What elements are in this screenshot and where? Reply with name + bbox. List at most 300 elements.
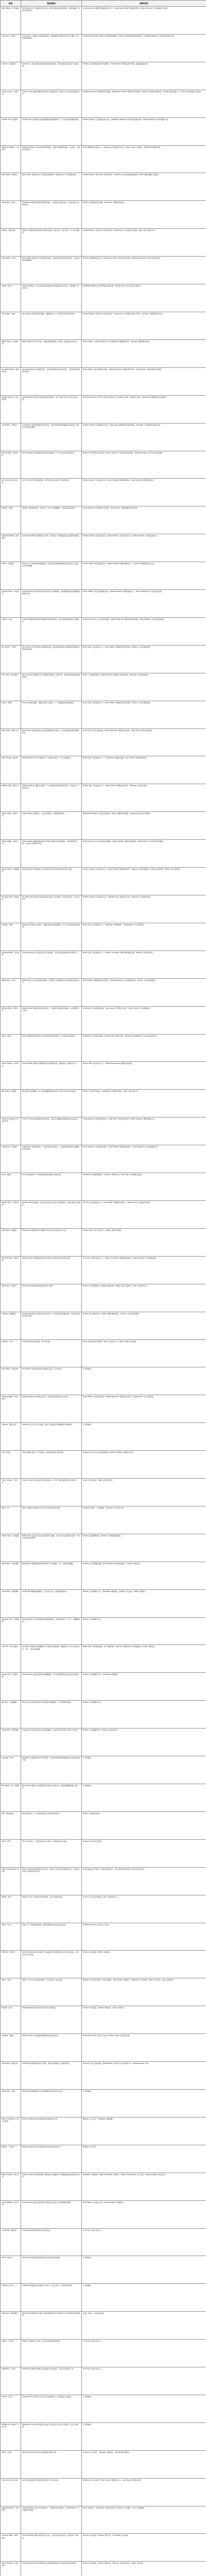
parameter-notes-cell: Square Size: 设定方块的大小。Relief: 调整凸现程度。 xyxy=(82,1228,206,1256)
filter-name-cell: Unsharp Mask（USM 锐化） xyxy=(1,2534,21,2562)
table-row xyxy=(1,2228,206,2256)
visual-description-cell: Sprayed Strokes 使用图像的主导色，用成角的、喷溅的颜色线条重新绘制图像。 xyxy=(21,534,82,562)
visual-description-cell: Film Grain 将平滑图案应用于阴影和中间色调，将更平滑、饱和度更高的图案添加到亮区。 xyxy=(21,673,82,701)
filter-name-cell: Lens Flare（镜头光晕） xyxy=(1,2478,21,2506)
parameter-notes-cell: Edge Thickness: 设定边缘线条的粗细。Edge Intensity: 调整边缘的强度。Posterization: 设定色调分离的程度。 xyxy=(82,840,206,868)
filter-name-cell: Average（平均） xyxy=(1,1756,21,1784)
filter-name-cell: Spherize（球面化） xyxy=(1,1951,21,1978)
column-header-parameters: 参数说明 xyxy=(82,1,206,7)
parameter-notes-cell: Detail: 控制保留的细节数量。Darkness: 调整暗部的浓度。 xyxy=(82,201,206,229)
table-row xyxy=(1,534,206,562)
parameter-notes-cell: Level: 设定色阶值。Edge: 选择边缘类型。 xyxy=(82,1479,206,1506)
parameter-notes-cell: Angle: 设定模糊的角度。Distance: 调整模糊的距离。 xyxy=(82,1534,206,1562)
visual-description-cell: Solarize 混合负片和正片图像，类似于显影过程中将摄影照片短暂曝光。 xyxy=(21,1423,82,1451)
visual-description-cell: Difference Clouds 使用随机生成的介于前景色与背景色之间的值，生成云彩图案。 xyxy=(21,2422,82,2450)
parameter-notes-cell: 无可调参数。 xyxy=(82,2395,206,2422)
table-row xyxy=(1,340,206,367)
parameter-notes-cell: Radius: 设定模糊的半径。Threshold: 调整阈值。 xyxy=(82,1673,206,1701)
visual-description-cell: Ripple 在选区上创建波状起伏的图案，像水池表面的波纹。 xyxy=(21,1895,82,1923)
filter-name-cell: Reduce Noise（减少杂色） xyxy=(1,2173,21,2200)
filter-name-cell: Smudge Stick（绘画涂抹） xyxy=(1,895,21,923)
table-row xyxy=(1,367,206,395)
parameter-notes-cell: Radius: 设定半径。 xyxy=(82,2145,206,2173)
table-row xyxy=(1,2506,206,2534)
table-row xyxy=(1,1228,206,1256)
visual-description-cell: Lens Flare 模拟亮光照射到相机镜头所产生的折射。 xyxy=(21,2478,82,2506)
visual-description-cell: Fresco 使用短而圆的、粗略轻涂的小块颜料，以一种粗糙的风格绘制图像。 xyxy=(21,701,82,728)
parameter-notes-cell: Density: 调整颗粒的密度。Foreground Level: 设定前景色的强度。Background Level: 设定背景色的强度。 xyxy=(82,257,206,284)
visual-description-cell: Spherize 通过将选区折成球形、扭曲图像以及伸展图像以适合选中的曲线，使对象具有 3D 效果。 xyxy=(21,1951,82,1978)
table-row xyxy=(1,1117,206,1145)
filter-name-cell: Emboss（浮雕效果） xyxy=(1,1312,21,1340)
table-row xyxy=(1,2395,206,2422)
filter-name-cell: Pointillize（点状化） xyxy=(1,2367,21,2395)
filter-name-cell: Displace（置换） xyxy=(1,2034,21,2062)
parameter-notes-cell: Undefined Areas: 设定未定义区域。 xyxy=(82,1923,206,1951)
visual-description-cell: Plastic Wrap 给图像涂上一层光亮的塑料，以强调表面细节。 xyxy=(21,812,82,840)
filter-name-cell: Neon Glow（霓虹灯光） xyxy=(1,728,21,756)
column-header-description: 视觉描述 xyxy=(21,1,82,7)
visual-description-cell: Mosaic 使像素结为方形块，给定块中的像素颜色相同。 xyxy=(21,2340,82,2367)
visual-description-cell: Reduce Noise 在基于影响整个图像或各个通道的用户设置保留边缘的同时减少杂色。 xyxy=(21,2173,82,2200)
visual-description-cell: Wave 工作方式与波纹滤镜相同，但可进行进一步的控制。 xyxy=(21,1978,82,2006)
parameter-notes-cell: Detail: 设定金属表面细节的丰富程度。Smoothness: 调整表面的平滑度，数值越高越光滑。 xyxy=(82,62,206,90)
filter-name-cell: Crosshatch（阴影线） xyxy=(1,423,21,451)
table-row xyxy=(1,2145,206,2173)
visual-description-cell: Surface Blur 在保留边缘的同时模糊图像，用于创建特殊效果并消除杂色或粒度。 xyxy=(21,1673,82,1701)
parameter-notes-cell: Stroke Width: 设定笔触的宽度。Stroke Pressure: 调整笔触的压力。Contrast: 调整图像的对比度。 xyxy=(82,562,206,590)
parameter-notes-cell: Grain: 设定颗粒的数量。Highlight Area: 调整高光区域的范围。Intensity: 设定效果的强度。 xyxy=(82,673,206,701)
parameter-notes-cell: Depth Map: 设定深度映射。Iris: 调整光圈。Specular Highlights: 设定镜面高光。Noise: 调整杂色。 xyxy=(82,1645,206,1673)
parameter-notes-cell: Rectangular to Polar: 平面坐标到极坐标。Polar to Rectangular: 极坐标到平面坐标。 xyxy=(82,1867,206,1895)
parameter-notes-cell: Style: 选择样式。Light Type: 选择光照类型。Intensity: 设定强度。Focus: 调整聚焦。 xyxy=(82,2506,206,2534)
visual-description-cell: Radial Blur 模拟缩放或旋转的相机所产生的模糊，产生一种柔化的模糊。 xyxy=(21,1562,82,1589)
visual-description-cell: Underpainting 在带纹理的背景上绘制图像，然后将最终图像绘制在该图像上。 xyxy=(21,951,82,978)
filter-name-cell: Torn Edges（撕边） xyxy=(1,312,21,340)
parameter-notes-cell: Angle: 设定旋转的角度。 xyxy=(82,1811,206,1839)
visual-description-cell: Gaussian Blur 使用可调整的量快速模糊选区，添加低频细节，并产生一种朦胧效果。 xyxy=(21,1617,82,1645)
table-row xyxy=(1,229,206,257)
table-row xyxy=(1,2256,206,2284)
filter-name-cell: Wind（风） xyxy=(1,1506,21,1534)
table-header-row xyxy=(1,1,206,7)
table-row xyxy=(1,1423,206,1451)
visual-description-cell: Colored Pencil 使用彩色铅笔在纯色背景上绘制图像，保留重要边缘并呈现粗糙的阴影线外观。 xyxy=(21,590,82,618)
visual-description-cell: Find Edges 用显著的转换标识图像的区域，并突出边缘。 xyxy=(21,1367,82,1395)
filter-name-cell: Watercolor（水彩） xyxy=(1,978,21,1006)
table-row xyxy=(1,312,206,340)
filter-name-cell: Ink Outlines（墨水轮廓） xyxy=(1,479,21,506)
filter-name-cell: Difference Clouds（分层云彩） xyxy=(1,2422,21,2450)
table-row xyxy=(1,1479,206,1506)
table-row xyxy=(1,1534,206,1562)
visual-description-cell: Palette Knife 减少图像中的细节，以生成描绘得很淡的画布效果，可以显示出下面的纹理。 xyxy=(21,784,82,812)
filter-name-cell: Ripple（波纹） xyxy=(1,1895,21,1923)
parameter-notes-cell: Variance: 设定差异。Strength: 调整强度。Randomize: 随机化。 xyxy=(82,2450,206,2478)
filter-name-cell: Find Edges（查找边缘） xyxy=(1,1367,21,1395)
visual-description-cell: Facet 使纯色或相近颜色的像素结成相近颜色的像素块。 xyxy=(21,2256,82,2284)
filter-name-cell: Craquelure（龟裂缝） xyxy=(1,1145,21,1173)
visual-description-cell: Mezzotint 将图像转换为黑白区域的随机图案或彩色图像中完全饱和颜色的随机图案。 xyxy=(21,2312,82,2340)
filter-name-cell: Wave（波浪） xyxy=(1,1978,21,2006)
visual-description-cell: Halftone Pattern 在保持连续色调的同时，模拟半调网屏的效果，生成网点、圆形或直线图案。 xyxy=(21,145,82,173)
filter-name-cell: Median（中间值） xyxy=(1,2145,21,2173)
table-row xyxy=(1,617,206,645)
table-row xyxy=(1,728,206,756)
visual-description-cell: Despeckle 检测图像的边缘并模糊那些边缘外的所有选区。 xyxy=(21,2089,82,2117)
filter-name-cell: Mezzotint（铜版雕刻） xyxy=(1,2312,21,2340)
visual-description-cell: Dry Brush 使用干画笔技术绘制图像边缘，通过将图像的颜色范围降到普通颜色范围来简化图像。 xyxy=(21,645,82,673)
visual-description-cell: Reticulation 模拟胶片乳剂的收缩与扭曲，使图像在暗调区域呈现结块、在高光区域呈现细颗粒。 xyxy=(21,257,82,284)
parameter-notes-cell: Tile Size: 设定拼贴的大小。Grout Width: 调整灌浆的宽度。Lighten Grout: 设定灌浆的亮度。 xyxy=(82,1200,206,1228)
filter-name-cell: Sponge（海绵） xyxy=(1,923,21,951)
table-row xyxy=(1,2089,206,2117)
table-row xyxy=(1,2173,206,2200)
table-row xyxy=(1,90,206,117)
visual-description-cell: Diffuse Glow 将图像渲染成像是透过一个柔和的扩散滤镜来观看的，添加透明的白杂色。 xyxy=(21,1006,82,1034)
parameter-notes-cell: Brush Detail: 调整画笔的细节程度。Shadow Intensity: 设定阴影的强度。Texture: 设定纹理的强度。 xyxy=(82,978,206,1006)
filter-name-cell: Underpainting（底纹效果） xyxy=(1,951,21,978)
filter-name-cell: Texturizer（纹理化） xyxy=(1,1284,21,1312)
table-row xyxy=(1,1562,206,1589)
table-row xyxy=(1,1145,206,1173)
table-row xyxy=(1,2534,206,2562)
visual-description-cell: Smart Sharpen 通过设置锐化算法或控制阴影和高光中的锐化量来锐化图像。 xyxy=(21,2562,82,2576)
parameter-notes-cell: Edge Width: 设定边缘强化的宽度。Edge Brightness: 调整边缘的亮度。Smoothness: 控制边缘的平滑程度。 xyxy=(82,367,206,395)
table-row xyxy=(1,1951,206,1978)
table-row xyxy=(1,2284,206,2312)
filter-name-cell: Chrome（铬黄渐变） xyxy=(1,62,21,90)
filter-name-cell: ZigZag（水波） xyxy=(1,2006,21,2034)
visual-description-cell: Watercolor 以水彩的风格绘制图像，使用蘸了水和颜料的中号画笔绘制以简化细节。 xyxy=(21,978,82,1006)
parameter-notes-cell: 无可调参数。 xyxy=(82,2284,206,2312)
parameter-notes-cell: Radius: 设定模糊的半径。Threshold: 调整阈值。Quality: 设定品质。Mode: 选择模式。 xyxy=(82,1589,206,1617)
table-row xyxy=(1,1312,206,1340)
parameter-notes-cell: Amount: 设定数量。Radius: 调整半径。Remove: 选择移去类型。Angle: 设定角度。 xyxy=(82,2562,206,2576)
filter-name-cell: Accented Edges（强化的边缘） xyxy=(1,367,21,395)
parameter-notes-cell: Intensity: 设定颗粒的强度。Contrast: 调整对比度。Grain Type: 选择颗粒的类型。 xyxy=(82,1173,206,1201)
table-row xyxy=(1,2062,206,2090)
filter-name-cell: Conte Crayon（炭精笔） xyxy=(1,90,21,117)
visual-description-cell: Paint Daubs 让用户从多种画笔大小和类型中选择，以产生绘画效果。 xyxy=(21,756,82,784)
visual-description-cell: Bas Relief 变换图像，使之呈现浮雕的雕刻状和突出光照下变化各异的表面。 xyxy=(21,1090,82,1117)
filter-name-cell: Cutout（木刻） xyxy=(1,617,21,645)
visual-description-cell: Average 找出图像或选区的平均颜色，然后用该颜色填充图像或选区以创建平滑的外观。 xyxy=(21,1756,82,1784)
filter-name-cell: Solarize（曝光过度） xyxy=(1,1423,21,1451)
parameter-notes-cell: Brush Size: 设定画笔的大小。Brush Detail: 调整画笔的细节程度。Texture: 设定纹理的强度。 xyxy=(82,645,206,673)
filter-name-cell: Box Blur（方框模糊） xyxy=(1,1701,21,1728)
visual-description-cell: Add Noise 将随机像素应用于图像，模拟在高速胶片上拍照的效果。 xyxy=(21,2062,82,2090)
table-row xyxy=(1,923,206,951)
parameter-notes-cell: Cell Size: 设定单元格大小。 xyxy=(82,2228,206,2256)
table-row xyxy=(1,756,206,784)
table-row xyxy=(1,479,206,506)
table-row xyxy=(1,673,206,701)
table-row xyxy=(1,7,206,35)
visual-description-cell: Unsharp Mask 调整边缘细节的对比度，并在边缘的每侧生成一条亮线和一条暗线。 xyxy=(21,2534,82,2562)
table-row xyxy=(1,2367,206,2395)
filter-name-cell: Tiles（拼贴） xyxy=(1,1451,21,1479)
table-row xyxy=(1,1923,206,1951)
table-row xyxy=(1,978,206,1006)
filter-name-cell: Color Halftone（彩色半调） xyxy=(1,2200,21,2228)
visual-description-cell: Median 通过混合选区中像素的亮度来减少图像的杂色。 xyxy=(21,2145,82,2173)
table-row xyxy=(1,1978,206,2006)
table-row xyxy=(1,1784,206,1812)
parameter-notes-cell: Light/Dark Balance: 调节明暗区域的比例。Smoothness: 设定边缘的平滑程度。 xyxy=(82,284,206,312)
parameter-notes-cell: Size: 调整图案元素的大小。Contrast: 设定图案的对比度。Pattern Type: 选择网点、圆形或直线等图案类型。 xyxy=(82,145,206,173)
filter-name-cell: Photocopy（影印） xyxy=(1,201,21,229)
parameter-notes-cell: Cell Size: 设定单元格大小。 xyxy=(82,2340,206,2367)
visual-description-cell: Spatter 模拟喷枪效果，在图像中产生细小的喷溅颗粒，使画面呈现斑驳感。 xyxy=(21,506,82,534)
visual-description-cell: Stamp 简化图像，使之看起来像是用橡皮或木制图章盖印出来的，轮廓清晰、色块分明。 xyxy=(21,284,82,312)
table-row xyxy=(1,1728,206,1756)
parameter-notes-cell: Stroke Length: 设定描边的长度。Dark Intensity: 调整暗部强度。Light Intensity: 调整亮部强度。 xyxy=(82,479,206,506)
parameter-notes-cell: Pencil Width: 设定铅笔笔触的宽度。Stroke Pressure: 调整笔触的压力。Paper Brightness: 设定纸张的亮度。 xyxy=(82,590,206,618)
visual-description-cell: Crosshatch 保留原图像的细节和特征，同时使用模拟铅笔阴影线添加纹理，使彩色区域边缘变粗糙。 xyxy=(21,423,82,451)
filter-name-cell: Lens Blur（镜头模糊） xyxy=(1,1645,21,1673)
parameter-notes-cell: 无可调参数。 xyxy=(82,1784,206,1812)
visual-description-cell: Glowing Edges 标识颜色的边缘，并向其添加类似霓虹灯的光亮。 xyxy=(21,1395,82,1423)
visual-description-cell: Trace Contour 查找主要亮度区域的转换，并为每个颜色通道淡淡地勾勒它们。 xyxy=(21,1479,82,1506)
table-row xyxy=(1,590,206,618)
parameter-notes-cell: Brush Size: 设定画笔的大小。Brush Detail: 调整画笔的细节程度。Texture: 设定纹理的强度。 xyxy=(82,701,206,728)
visual-description-cell: Note Paper 创建出类似手工纸张的浮雕效果，图像呈现凹凸不平的纸面质感。 xyxy=(21,173,82,201)
filter-name-cell: Graphic Pen（绘图笔） xyxy=(1,117,21,145)
visual-description-cell: Texturizer 将选择或创建的纹理应用于图像。 xyxy=(21,1284,82,1312)
parameter-notes-cell: Type: 选择块或金字塔类型。Size: 设定块的大小。Depth: 调整凸出的深度。 xyxy=(82,1340,206,1367)
filter-name-cell: Motion Blur（动感模糊） xyxy=(1,1534,21,1562)
filter-name-cell: Dry Brush（干画笔） xyxy=(1,645,21,673)
table-row xyxy=(1,2006,206,2034)
table-row xyxy=(1,1395,206,1423)
parameter-notes-cell: Amount: 设定数量。Ridges: 调整起伏。Style: 选择样式。 xyxy=(82,2006,206,2034)
parameter-notes-cell: Texture: 选择纹理类型。Scaling: 缩放纹理。Relief: 设定凸现程度。Light: 选择光照方向。 xyxy=(82,1284,206,1312)
visual-description-cell: Craquelure 将图像绘制在一个高凸现的石膏表面上，以循着图像等高线生成精细的网状裂缝。 xyxy=(21,1145,82,1173)
visual-description-cell: Smudge Stick 使用短的对角描边涂抹暗区以柔化图像，亮区变得更亮，以致失去细节。 xyxy=(21,895,82,923)
filter-name-cell: Bas Relief（浅浮雕） xyxy=(1,1090,21,1117)
visual-description-cell: Accented Edges 强化图像边缘，边缘亮度值高时类似白色粉笔，亮度值低时类似黑色油墨。 xyxy=(21,367,82,395)
table-row xyxy=(1,1173,206,1201)
table-row xyxy=(1,895,206,923)
visual-description-cell: Crystallize 使像素结块形成多边形纯色。 xyxy=(21,2228,82,2256)
filter-name-cell: Note Paper（便条纸） xyxy=(1,173,21,201)
filter-name-cell: Shear（切变） xyxy=(1,1923,21,1951)
visual-description-cell: Stained Glass 将图像重新绘制为用前景色勾勒的单色的相邻单元格。 xyxy=(21,1256,82,1284)
filter-name-cell: Chalk & Charcoal（粉笔和炭笔） xyxy=(1,1117,21,1145)
table-row xyxy=(1,2340,206,2367)
table-row xyxy=(1,506,206,534)
parameter-notes-cell: Strength: 设定强度。Preserve Details: 保留细节。Reduce Color Noise: 减少杂色。Sharpen Details: 锐化细节。 xyxy=(82,2173,206,2200)
parameter-notes-cell: 无可调参数。 xyxy=(82,1367,206,1395)
parameter-notes-cell: Number of Levels: 设定色阶的数量。Edge Simplicity: 调整边缘的简化程度。Edge Fidelity: 设定边缘的逼真度。 xyxy=(82,617,206,645)
visual-description-cell: Mosaic Tiles 渲染图像，使它看起来是由小的碎片或拼贴组成，然后在拼贴之间灌浆。 xyxy=(21,1200,82,1228)
visual-description-cell: Wind 在图像中放置细小的水平线条来获得风吹的效果。 xyxy=(21,1506,82,1534)
table-row xyxy=(1,1701,206,1728)
filter-name-cell: Crystallize（晶格化） xyxy=(1,2228,21,2256)
parameter-notes-cell: Detail: 设定细节的数量。Smoothness: 调整平滑程度。Light: 选择光照方向。 xyxy=(82,1090,206,1117)
visual-description-cell: Shape Blur 使用指定的内核来创建模糊，从自定形状预设列表中选取一种内核。 xyxy=(21,1728,82,1756)
filter-name-cell: Colored Pencil（彩色铅笔） xyxy=(1,590,21,618)
parameter-notes-cell: Max Radius: 设定最大半径。Screen Angles: 调整网角。 xyxy=(82,2200,206,2228)
table-row xyxy=(1,423,206,451)
filter-name-cell: Fragment（碎片） xyxy=(1,2284,21,2312)
table-row xyxy=(1,1645,206,1673)
visual-description-cell: Chalk & Charcoal 重绘高光和中间调，其背景为粗糙粉笔绘制的纯中间调灰色。 xyxy=(21,1117,82,1145)
parameter-notes-cell: Glow Size: 设定发光的范围。Glow Brightness: 调整发光的亮度。Glow Color: 选择发光的颜色。 xyxy=(82,728,206,756)
visual-description-cell: Neon Glow 将各种类型的灯光添加到图像中的对象上，在柔化图像外观时给图像着色。 xyxy=(21,728,82,756)
parameter-notes-cell: Crack Spacing: 设定裂缝的间距。Crack Depth: 调整裂缝的深度。Crack Brightness: 设定裂缝的亮度。 xyxy=(82,1145,206,1173)
visual-description-cell: Fibers 使用前景色和背景色创建编织纤维的外观。 xyxy=(21,2450,82,2478)
table-row xyxy=(1,1589,206,1617)
visual-description-cell: Angled Strokes 使用对角描边重新绘制图像，亮区与暗区以相反方向的线条表现。 xyxy=(21,395,82,423)
parameter-notes-cell: Angle: 设定光照的角度。Height: 调整浮雕的高度。Amount: 设定效果的数量。 xyxy=(82,1312,206,1340)
filter-name-cell: Stained Glass（染色玻璃） xyxy=(1,1256,21,1284)
visual-description-cell: Pinch 挤压选区，正值将选区向中心移动，负值将选区向外移动。 xyxy=(21,1839,82,1867)
table-row xyxy=(1,840,206,868)
visual-description-cell: Ocean Ripple 将随机分隔的波纹添加到图像表面，使图像看上去像是在水中。 xyxy=(21,1062,82,1090)
parameter-notes-cell: Foreground Level: 调整前景色的强度。Background Level: 调整背景色的强度。Texture: 选择纸张纹理类型。Scaling: 缩放纹理大小。Relief: 设定纹理的凸起程度。 xyxy=(82,90,206,117)
parameter-notes-cell: Radius: 设定模糊的半径。Shape: 选择内核形状。 xyxy=(82,1728,206,1756)
table-row xyxy=(1,1062,206,1090)
parameter-notes-cell: 无可调参数。 xyxy=(82,1756,206,1784)
parameter-notes-cell: Highlight Strength: 设定高光的强度。Detail: 调整细节的数量。Smoothness: 设定平滑程度。 xyxy=(82,812,206,840)
parameter-notes-cell: Amount: 设定挤压的数量。 xyxy=(82,1839,206,1867)
parameter-notes-cell: Stroke Length: 设定描边的长度。Spray Radius: 设定喷色的半径。Stroke Direction: 选择描边的方向。 xyxy=(82,534,206,562)
visual-description-cell: Rough Pastels 使图像看上去好像是用彩色粉笔在带纹理的背景上描边。 xyxy=(21,868,82,895)
filter-name-cell: Paint Daubs（涂抹棒） xyxy=(1,756,21,784)
visual-description-cell: Cutout 使图像看起来像是由粗糙剪切的彩纸组成，高对比度的图像看起来呈剪影状。 xyxy=(21,617,82,645)
filter-name-cell: Film Grain（胶片颗粒） xyxy=(1,673,21,701)
table-row xyxy=(1,951,206,978)
parameter-notes-cell: Amount: 设定波纹的数量。Size: 选择波纹的大小。 xyxy=(82,1895,206,1923)
visual-description-cell: Water Paper 利用有污点的、像画在潮湿纤维纸上的涂抹，使颜色流动并混合。 xyxy=(21,340,82,367)
visual-description-cell: Pointillize 将图像中的颜色分解为随机分布的网点，如同点状化绘画一样。 xyxy=(21,2367,82,2395)
filter-name-cell: Plastic Wrap（塑料包装） xyxy=(1,812,21,840)
table-row xyxy=(1,1090,206,1117)
visual-description-cell: Dark Strokes 用短而紧密的深色线条绘制暗区，用长的白色线条绘制亮区。 xyxy=(21,451,82,479)
table-row xyxy=(1,701,206,728)
parameter-notes-cell: Spray Radius: 设定喷溅的半径范围。Smoothness: 调整喷溅效果的平滑度。 xyxy=(82,506,206,534)
parameter-notes-cell: Ripple Size: 设定波纹的大小。Ripple Magnitude: 调整波纹的幅度。 xyxy=(82,1062,206,1090)
table-row xyxy=(1,2562,206,2576)
parameter-notes-cell: Cell Size: 设定单元格的大小。Border Thickness: 调整边框的粗细。Light Intensity: 设定光照的强度。 xyxy=(82,1256,206,1284)
filter-name-cell: Palette Knife（调色刀） xyxy=(1,784,21,812)
parameter-notes-cell: Stroke Length: 设定阴影线的长度。Sharpness: 调整阴影线的锐利程度。Strength: 设定阴影线的叠加次数。 xyxy=(82,423,206,451)
filter-name-cell: Trace Contour（等高线） xyxy=(1,1479,21,1506)
parameter-notes-cell: 无可调参数。 xyxy=(82,1423,206,1451)
table-row xyxy=(1,117,206,145)
visual-description-cell: Blur More 在图像中有显著颜色变化的地方消除杂色，效果比模糊滤镜强三到四倍。 xyxy=(21,1784,82,1812)
visual-description-cell: Fragment 创建选区中像素的四个副本，将它们平均，并使其相互偏移。 xyxy=(21,2284,82,2312)
table-row xyxy=(1,201,206,229)
parameter-notes-cell: Charcoal Area: 设定炭笔的区域。Chalk Area: 设定粉笔的区域。Stroke Pressure: 调整笔触的压力。 xyxy=(82,1117,206,1145)
visual-description-cell: Lighting Effects 通过改变光照样式、光照类型和光照属性，在 RGB 图像上产生无数种光照效果。 xyxy=(21,2506,82,2534)
visual-description-cell: Motion Blur 沿指定方向以指定强度进行模糊，产生类似以固定曝光时间给一个移动对象拍照的效果。 xyxy=(21,1534,82,1562)
parameter-notes-cell: Fiber Length: 设定纸张纤维的长度。Brightness: 调整图像亮度。Contrast: 调整图像对比度。 xyxy=(82,340,206,367)
table-body xyxy=(1,7,206,2576)
visual-description-cell: Patchwork 将图像分解为用图像中该区域的主色填充的正方形。 xyxy=(21,1228,82,1256)
table-row xyxy=(1,784,206,812)
table-row xyxy=(1,1673,206,1701)
table-row xyxy=(1,1756,206,1784)
visual-description-cell: Tiles 将图像分解为一系列拼贴，使选区偏离其原来的位置。 xyxy=(21,1451,82,1479)
visual-description-cell: Twirl 旋转选区，中心的旋转程度比边缘的旋转程度大。 xyxy=(21,1811,82,1839)
filter-name-cell: Angled Strokes（成角的线条） xyxy=(1,395,21,423)
parameter-notes-cell: Radius: 设定模糊的半径。 xyxy=(82,1701,206,1728)
parameter-notes-cell: Image Balance: 调节前景与背景的比例。Smoothness: 设定表面的平滑度。Light: 选择光照的方向。 xyxy=(82,229,206,257)
filter-name-cell: Fibers（纤维） xyxy=(1,2450,21,2478)
filter-name-cell: Pinch（挤压） xyxy=(1,1839,21,1867)
visual-description-cell: Polar Coordinates 根据选中的选项，将选区从平面坐标转换到极坐标，或将选区从极坐标转换到平面坐标。 xyxy=(21,1867,82,1895)
filter-name-cell: Patchwork（拼缀图） xyxy=(1,1228,21,1256)
table-row xyxy=(1,1895,206,1923)
visual-description-cell: Graphic Pen 使用细线状的油墨笔触来描绘图像细节，产生类似钢笔素描的效果。 xyxy=(21,117,82,145)
filter-name-cell: Rough Pastels（粗糙蜡笔） xyxy=(1,868,21,895)
visual-description-cell: Clouds 使用介于前景色与背景色之间的随机值，生成柔和的云彩图案。 xyxy=(21,2395,82,2422)
table-row xyxy=(1,1839,206,1867)
table-row xyxy=(1,812,206,840)
table-row xyxy=(1,284,206,312)
table-row xyxy=(1,2117,206,2145)
filter-name-cell: Polar Coordinates（极坐标） xyxy=(1,1867,21,1895)
filter-name-cell: Radial Blur（径向模糊） xyxy=(1,1562,21,1589)
table-row xyxy=(1,2450,206,2478)
parameter-notes-cell: Stroke Length: 设定笔触线条的长度。Light/Dark Balance: 调节明暗区域的比例。Stroke Direction: 选择笔触的方向。 xyxy=(82,117,206,145)
parameter-notes-cell: Amount: 设定数量。Radius: 调整半径。Threshold: 设定阈值。 xyxy=(82,2534,206,2562)
parameter-notes-cell: Stroke Length: 设定描边的长度。Stroke Detail: 调整描边的细节。Texture: 选择纹理类型。Scaling: 缩放纹理。Relief: 设定凸现程度。 xyxy=(82,868,206,895)
table-row xyxy=(1,562,206,590)
visual-description-cell: Dust & Scratches 通过更改相异的像素减少杂色。 xyxy=(21,2117,82,2145)
visual-description-cell: Tally Stroke 是一种模拟粉笔在黑板上刻划计数线条的效果滤镜，呈现出粗糙、断续的笔触质感。 xyxy=(21,7,82,35)
table-row xyxy=(1,1367,206,1395)
filter-name-cell: Poster Edges（海报边缘） xyxy=(1,840,21,868)
parameter-notes-cell: Method: 选择风、大风或飓风。Direction: 设定风的方向。 xyxy=(82,1506,206,1534)
filter-name-cell: Spatter（喷溅） xyxy=(1,506,21,534)
filter-name-cell: Sumi-e（烟灰墨） xyxy=(1,562,21,590)
parameter-notes-cell: Brush Size: 设定画笔的大小。Definition: 调整清晰度。Smoothness: 设定平滑程度。 xyxy=(82,923,206,951)
table-row xyxy=(1,1617,206,1645)
table-row xyxy=(1,1200,206,1228)
parameter-notes-cell: Cell Size: 设定单元格大小。 xyxy=(82,2367,206,2395)
visual-description-cell: Glass 使图像显得像是透过不同类型的玻璃来观看的，产生扭曲的折射效果。 xyxy=(21,1034,82,1062)
parameter-notes-cell: Number of Tiles: 设定拼贴的数量。Maximum Offset: 调整最大位移。 xyxy=(82,1451,206,1479)
table-row xyxy=(1,34,206,62)
filter-name-cell: Glass（玻璃） xyxy=(1,1034,21,1062)
filter-name-cell: Fresco（壁画） xyxy=(1,701,21,728)
filter-name-cell: Lighting Effects（光照效果） xyxy=(1,2506,21,2534)
table-row xyxy=(1,1006,206,1034)
visual-description-cell: Photocopy 模拟影印机复印图像的效果，大块暗区只复制边缘，中间色调变为纯黑或纯白。 xyxy=(21,201,82,229)
visual-description-cell: Box Blur 基于相邻像素的平均颜色值来模糊图像，用于创建特殊效果。 xyxy=(21,1701,82,1728)
filter-name-cell: Twirl（旋转扭曲） xyxy=(1,1811,21,1839)
visual-description-cell: Grain 通过模拟以下不同种类的颗粒在图像中添加纹理。 xyxy=(21,1173,82,1201)
filter-name-cell: Blur More（进一步模糊） xyxy=(1,1784,21,1812)
visual-description-cell: ZigZag 根据选区中像素的半径将选区径向扭曲。 xyxy=(21,2006,82,2034)
visual-description-cell: Displace 使用名为置换图的图像确定如何扭曲选区。 xyxy=(21,2034,82,2062)
parameter-notes-cell: Edge Width: 设定边缘的宽度。Edge Brightness: 调整边缘的亮度。Smoothness: 设定平滑程度。 xyxy=(82,1395,206,1423)
parameter-notes-cell: Brightness: 设定亮度。Flare Center: 调整光晕中心。Lens Type: 选择镜头类型。 xyxy=(82,2478,206,2506)
table-row xyxy=(1,451,206,479)
table-row xyxy=(1,2034,206,2062)
parameter-notes-cell: Amount: 设定模糊的数量。Blur Method: 选择旋转或缩放。Quality: 设定品质。 xyxy=(82,1562,206,1589)
table-row xyxy=(1,1284,206,1312)
parameter-notes-cell: Radius: 设定半径。Threshold: 调整阈值。 xyxy=(82,2117,206,2145)
parameter-notes-cell: Distortion: 设定扭曲的程度。Smoothness: 调整平滑度。Texture: 选择玻璃纹理。Scaling: 缩放纹理。 xyxy=(82,1034,206,1062)
filter-name-cell: Shape Blur（形状模糊） xyxy=(1,1728,21,1756)
filter-name-cell: Add Noise（添加杂色） xyxy=(1,2062,21,2090)
parameter-notes-cell: Brush Size: 设定画笔的大小。Texture Coverage: 调整纹理的覆盖范围。Texture: 选择纹理类型。 xyxy=(82,951,206,978)
